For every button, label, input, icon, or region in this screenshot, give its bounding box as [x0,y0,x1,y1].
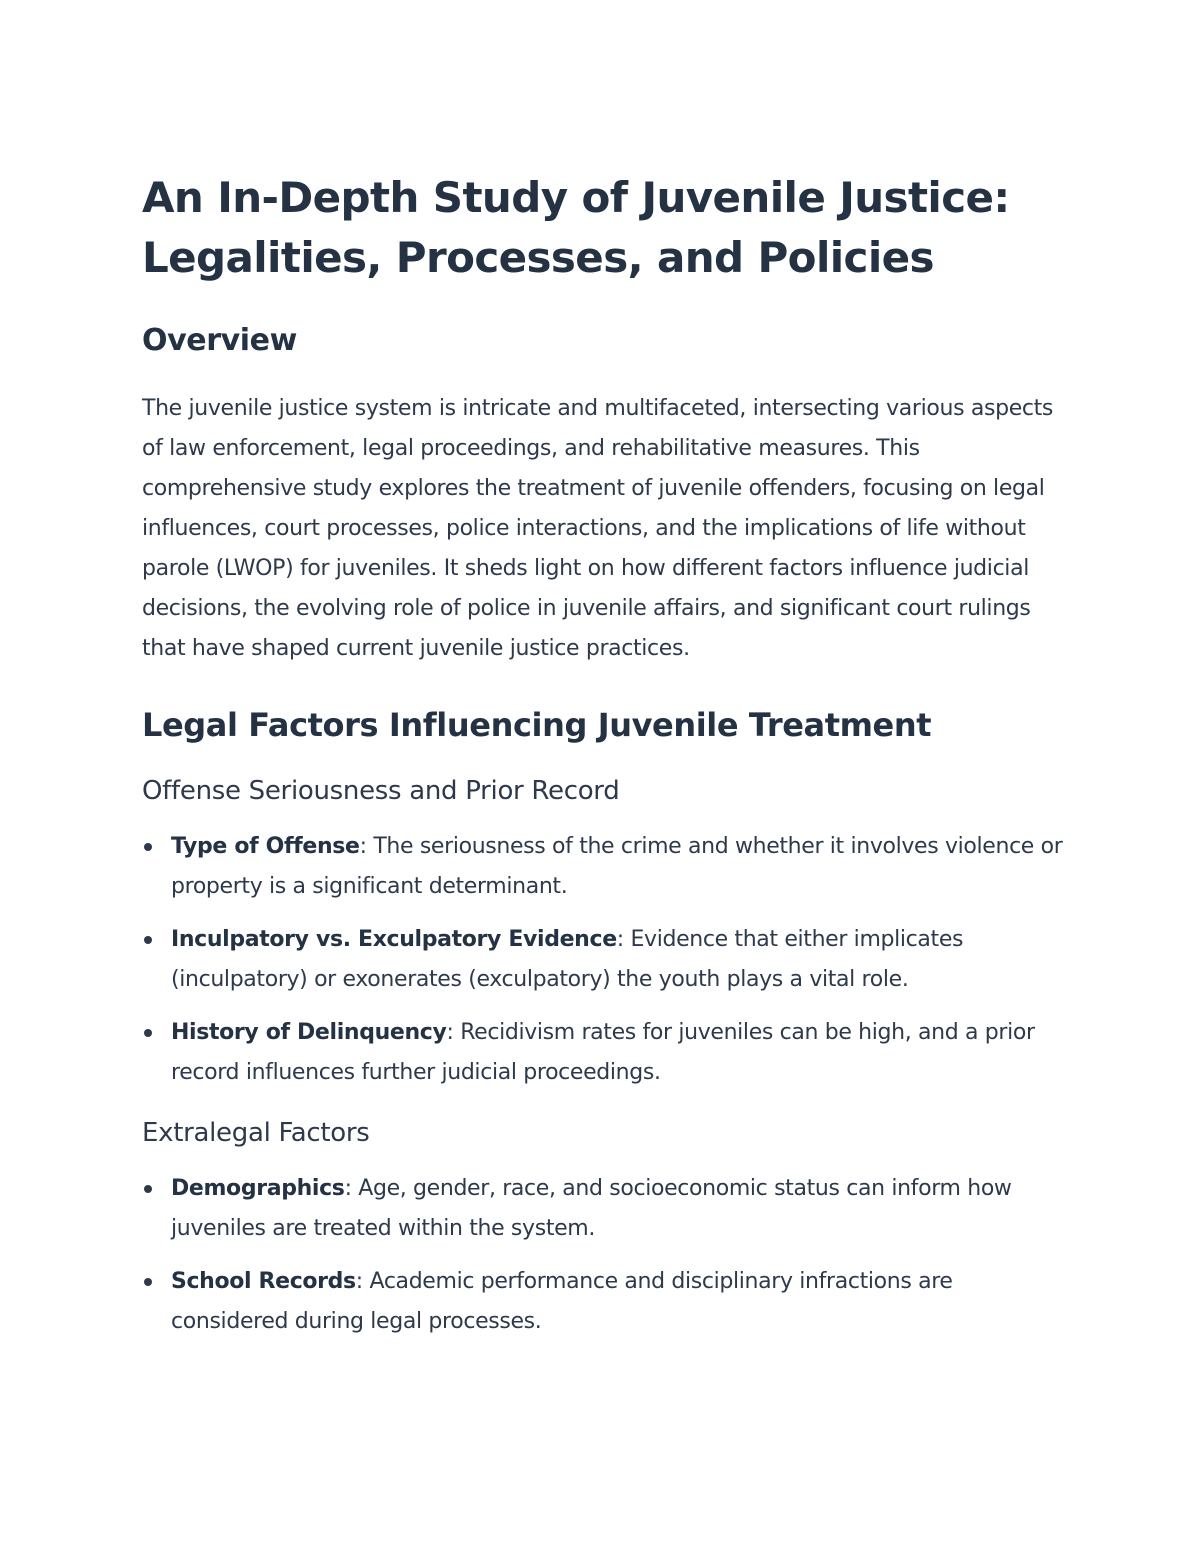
list-item-text: : The seriousness of the crime and whether it involves violence or property is a significant determinant. [171,834,1063,899]
list-item [142,1262,1072,1342]
list-item [142,920,1072,1000]
list-item-term: Inculpatory vs. Exculpatory Evidence [171,927,617,952]
offense-seriousness-heading: Offense Seriousness and Prior Record [142,776,620,806]
list-item-text: : Evidence that either implicates (inculpatory) or exonerates (exculpatory) the youth plays a vital role. [171,927,964,992]
list-item [142,1169,1072,1249]
extralegal-factors-list [142,1169,1072,1342]
bullet-dot [144,1029,152,1037]
list-item-text: : Academic performance and disciplinary infractions are considered during legal processes. [171,1269,953,1334]
document-content [142,168,1072,1342]
title-line-2: Legalities, Processes, and Policies [142,233,934,282]
overview-heading: Overview [142,323,297,358]
offense-factors-list [142,827,1072,1093]
overview-paragraph: The juvenile justice system is intricate and multifaceted, intersecting various aspects of law enforcement, legal proceedings, and rehabilitative measures. This comprehensive study explores the treatment of juvenile offenders, focusing on legal influences, court processes, police interactions, and the implications of life without parole (LWOP) for juveniles. It sheds light on how different factors influence judicial decisions, the evolving role of police in juvenile affairs, and significant court rulings that have shaped current juvenile justice practices. [142,396,1054,661]
list-item-term: History of Delinquency [171,1020,447,1045]
list-item [142,1013,1072,1093]
list-item-text: : Recidivism rates for juveniles can be high, and a prior record influences further judicial proceedings. [171,1020,1035,1085]
bullet-dot [144,1185,152,1193]
list-item [142,827,1072,907]
extralegal-factors-heading: Extralegal Factors [142,1118,370,1148]
legal-factors-heading: Legal Factors Influencing Juvenile Treatment [142,706,932,744]
list-item-term: Demographics [171,1176,345,1201]
title-line-1: An In-Depth Study of Juvenile Justice: [142,173,1010,222]
bullet-dot [144,843,152,851]
list-item-term: School Records [171,1269,356,1294]
bullet-dot [144,1278,152,1286]
document-title [142,168,1072,288]
list-item-term: Type of Offense [171,834,360,859]
bullet-dot [144,936,152,944]
list-item-text: : Age, gender, race, and socioeconomic status can inform how juveniles are treated within the system. [171,1176,1012,1241]
